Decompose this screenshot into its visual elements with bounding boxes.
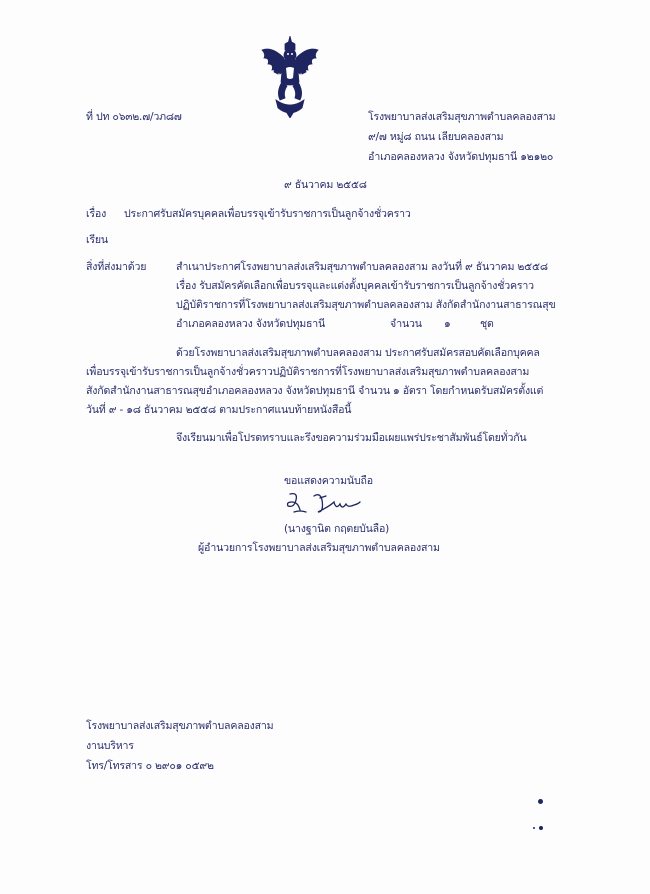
enclosure-count-unit: ชุด <box>480 318 494 330</box>
ink-speck <box>538 799 543 804</box>
garuda-emblem-icon <box>258 36 322 118</box>
footer-phone: โทร/โทรสาร ๐ ๒๙๐๑ ๐๕๙๒ <box>86 760 214 772</box>
enclosure-label: สิ่งที่ส่งมาด้วย <box>86 261 147 273</box>
ink-speck <box>533 827 535 829</box>
enclosure-line1: สำเนาประกาศโรงพยาบาลส่งเสริมสุขภาพตำบลคลองสาม ลงวันที่ ๙ ธันวาคม ๒๕๕๘ <box>176 261 548 273</box>
enclosure-count-label: จำนวน <box>390 318 422 330</box>
closing-regards: ขอแสดงความนับถือ <box>284 475 373 487</box>
signatory-name: (นางฐานิต กฤตยบันลือ) <box>284 523 390 535</box>
enclosure-line4: อำเภอคลองหลวง จังหวัดปทุมธานี <box>176 318 326 330</box>
sender-address-line2: อำเภอคลองหลวง จังหวัดปทุมธานี ๑๒๑๒๐ <box>368 151 554 163</box>
enclosure-count-value: ๑ <box>444 318 451 330</box>
body-paragraph1-line2: เพื่อบรรจุเข้ารับราชการเป็นลูกจ้างชั่วคราวปฏิบัติราชการที่โรงพยาบาลส่งเสริมสุขภาพตำบลคลองสาม <box>86 366 530 378</box>
enclosure-line2: เรื่อง รับสมัครคัดเลือกเพื่อบรรจุและแต่งตั้งบุคคลเข้ารับราชการเป็นลูกจ้างชั่วคราว <box>176 280 534 292</box>
body-paragraph2: จึงเรียนมาเพื่อโปรดทราบและรึงขอความร่วมมือเผยแพร่ประชาสัมพันธ์โดยทั่วกัน <box>176 432 527 444</box>
body-paragraph1-line3: สังกัดสำนักงานสาธารณสุขอำเภอคลองหลวง จังหวัดปทุมธานี จำนวน ๑ อัตรา โดยกำหนดรับสมัครตั้งแต่ <box>86 385 544 397</box>
salutation: เรียน <box>86 234 108 246</box>
subject-text: ประกาศรับสมัครบุคคลเพื่อบรรจุเข้ารับราชการเป็นลูกจ้างชั่วคราว <box>124 208 411 220</box>
body-paragraph1-line4: วันที่ ๙ - ๑๘ ธันวาคม ๒๕๕๘ ตามประกาศแนบท้ายหนังสือนี้ <box>86 404 352 416</box>
body-paragraph1-line1: ด้วยโรงพยาบาลส่งเสริมสุขภาพตำบลคลองสาม ประกาศรับสมัครสอบคัดเลือกบุคคล <box>176 347 540 359</box>
document-date: ๙ ธันวาคม ๒๕๕๘ <box>284 179 367 191</box>
document-reference-number: ที่ ปท ๐๖๓๒.๗/วภ๘๗ <box>86 111 182 123</box>
footer-organization: โรงพยาบาลส่งเสริมสุขภาพตำบลคลองสาม <box>86 720 274 732</box>
handwritten-signature <box>284 490 364 520</box>
sender-organization-name: โรงพยาบาลส่งเสริมสุขภาพตำบลคลองสาม <box>368 111 556 123</box>
subject-label: เรื่อง <box>86 208 107 220</box>
sender-address-line1: ๙/๗ หมู่๘ ถนน เลียบคลองสาม <box>368 131 504 143</box>
footer-department: งานบริหาร <box>86 740 134 752</box>
enclosure-line3: ปฏิบัติราชการที่โรงพยาบาลส่งเสริมสุขภาพตำบลคลองสาม สังกัดสำนักงานสาธารณสุข <box>176 299 556 311</box>
signatory-position: ผู้อำนวยการโรงพยาบาลส่งเสริมสุขภาพตำบลคลองสาม <box>198 542 440 554</box>
ink-speck <box>539 826 543 830</box>
